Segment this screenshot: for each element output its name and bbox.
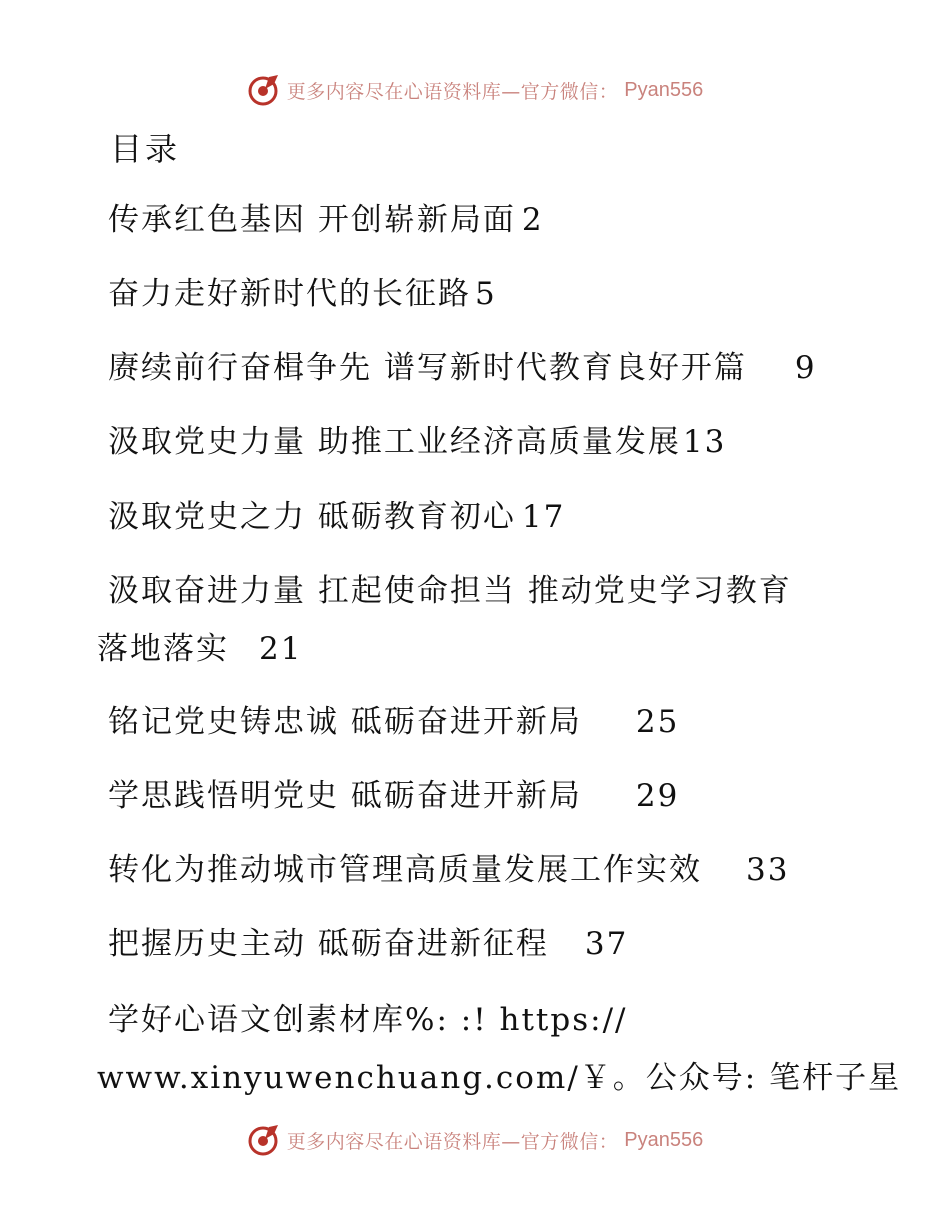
footer-note-line2: www.xinyuwenchuang.com/￥。公众号: 笔杆子星 [97,1060,902,1096]
toc-entry[interactable] [108,422,726,462]
toc-entry-page: 5 [475,276,497,312]
toc-entry-title: 把握历史主动 砥砺奋进新征程 [108,926,549,962]
toc-entry-page: 29 [635,778,680,814]
toc-entry-title: 汲取党史之力 砥砺教育初心 [108,499,516,535]
toc-entry-page: 2 [521,202,544,238]
watermark-id: Pyan556 [624,1128,704,1151]
toc-entry-title: 汲取奋进力量 扛起使命担当 推动党史学习教育 [108,573,792,609]
toc-entry-page: 25 [635,704,680,740]
toc-entry-title: 奋力走好新时代的长征路 [108,276,471,312]
toc-entry-title: 学思践悟明党史 砥砺奋进开新局 [108,778,582,814]
toc-entry-title: 汲取党史力量 助推工业经济高质量发展 [108,424,681,460]
footer-watermark [0,1120,950,1160]
toc-entry-page: 37 [584,926,629,962]
header-watermark [0,70,950,110]
toc-entry-page: 9 [794,350,817,386]
toc-entry[interactable] [108,348,817,388]
toc-entry[interactable] [108,776,679,816]
watermark-text: 更多内容尽在心语资料库—官方微信： [286,80,619,103]
watermark-text: 更多内容尽在心语资料库—官方微信： [286,1130,619,1153]
footer-note-line1: 学好心语文创素材库%: :! https:// [108,1002,628,1038]
toc-entry-page: 33 [746,852,790,888]
toc-entry[interactable] [108,702,679,742]
toc-entry-title: 转化为推动城市管理高质量发展工作实效 [108,852,702,888]
toc-entry-title: 传承红色基因 开创崭新局面 [108,202,516,238]
pen-logo-icon [247,73,281,107]
toc-entry[interactable] [108,200,544,240]
toc-entry-page: 17 [521,499,566,535]
toc-entry-title: 铭记党史铸忠诚 砥砺奋进开新局 [108,704,582,740]
toc-entry[interactable] [108,924,628,964]
toc-entry-title: 赓续前行奋楫争先 谱写新时代教育良好开篇 [108,350,747,386]
toc-entry-continuation[interactable] [97,629,302,669]
watermark-id: Pyan556 [624,78,704,101]
toc-entry[interactable] [108,850,789,890]
toc-entry-page: 13 [682,424,727,460]
toc-entry-title-continued: 落地落实 [97,631,229,667]
toc-entry[interactable] [108,274,497,314]
toc-entry[interactable] [108,497,565,537]
toc-title: 目录 [110,130,181,168]
toc-entry[interactable] [108,571,792,611]
toc-entry-page: 21 [259,631,303,667]
pen-logo-icon [247,1123,281,1157]
